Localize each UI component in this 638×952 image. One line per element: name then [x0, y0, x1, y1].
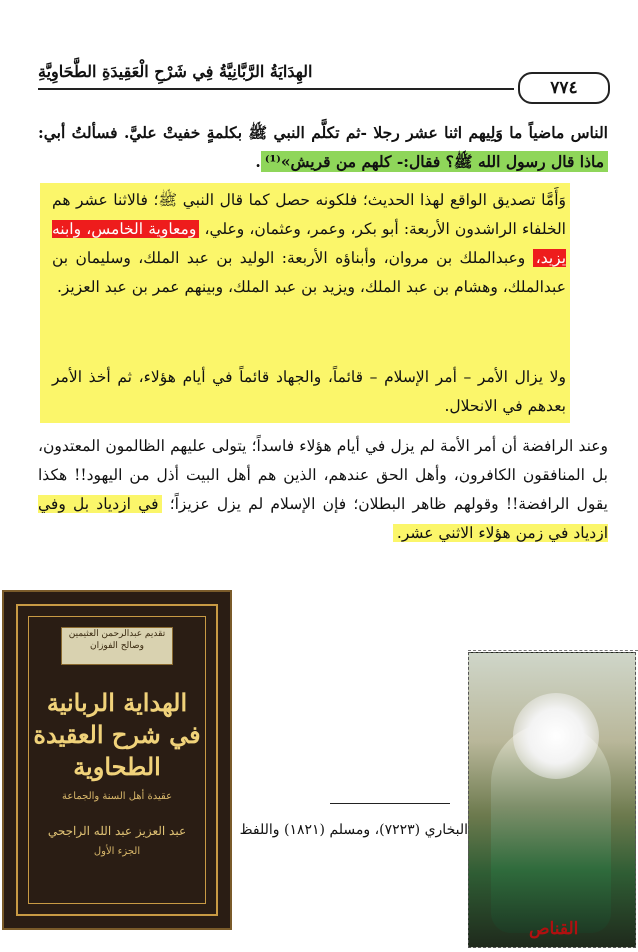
watermark-logo: القناص [529, 919, 579, 939]
paragraph-end: . [255, 152, 261, 171]
red-highlight: ومعاوية الخامس، وابنه يزيد، [52, 220, 567, 267]
page-number: ٧٧٤ [518, 72, 610, 104]
footnote: البخاري (٧٢٢٣)، ومسلم (١٨٢١) واللفظ [239, 822, 468, 838]
book-cover-image [2, 590, 232, 930]
header-rule [38, 88, 514, 90]
green-highlight: ماذا قال رسول الله ﷺ؟ فقال:- كلهم من قريش»⁽¹⁾ [261, 151, 608, 172]
paragraph-rafida [38, 432, 608, 548]
cover-subtitle: عقيدة أهل السنة والجماعة [61, 791, 173, 802]
paragraph-text: وعند الرافضة أن أمر الأمة لم يزل في أيام هؤلاء فاسداً؛ يتولى عليهم الظالمون المعتدون، بل المنافقون الكافرون، وأهل الحق عندهم، الذين هم أهل البيت أذل من اليهود!! هكذا يقول الرافضة!! وقولهم ظاهر البطلان؛ فإن الإسلام لم يزل عزيزاً؛ [38, 437, 608, 513]
photo-image [468, 652, 636, 948]
cover-author: عبد العزيز عبد الله الراجحي [47, 824, 187, 838]
paragraph-text-a: وَأَمَّا تصديق الواقع لهذا الحديث؛ فلكونه حصل كما قال النبي ﷺ؛ فالاثنا عشر هم الخلفاء الراشدون الأربعة: أبو بكر، وعمر، وعثمان، وعلي، [52, 191, 566, 238]
cover-badge: تقديم عبدالرحمن العثيمين وصالح الفوزان [61, 627, 173, 665]
cover-volume: الجزء الأول [93, 846, 141, 857]
paragraph-text-b: وعبدالملك بن مروان، وأبناؤه الأربعة: الوليد بن عبد الملك، وسليمان بن عبدالملك، وهشام بن عبد الملك، ويزيد بن عبد الملك، وبينهم عمر بن عبد العزيز. [52, 249, 566, 296]
blurred-face [513, 693, 599, 779]
page-header [38, 58, 610, 98]
yellow-highlight: في ازدياد بل وفي ازدياد في زمن هؤلاء الاثني عشر. [38, 495, 608, 542]
cover-content [28, 616, 206, 904]
paragraph-text: الناس ماضياً ما وَلِيهم اثنا عشر رجلا -ثم تكلَّم النبي ﷺ بكلمةٍ خفيتْ عليَّ. فسألتُ أبي: [38, 123, 608, 142]
cover-title: الهداية الربانية في شرح العقيدة الطحاوية [33, 688, 201, 781]
paragraph-caliphs [52, 186, 566, 302]
paragraph-islam-state: ولا يزال الأمر – أمر الإسلام – قائماً، والجهاد قائماً في أيام هؤلاء، ثم أخذ الأمر بعدهم في الانحلال. [52, 368, 566, 415]
footnote-rule [330, 803, 450, 804]
paragraph-hadith [38, 118, 608, 176]
crop-guide-line [468, 650, 638, 651]
running-title: الهِدَايَةُ الرَّبَّانِيَّةُ فِي شَرْحِ الْعَقِيدَةِ الطَّحَاوِيَّةِ [38, 62, 313, 81]
